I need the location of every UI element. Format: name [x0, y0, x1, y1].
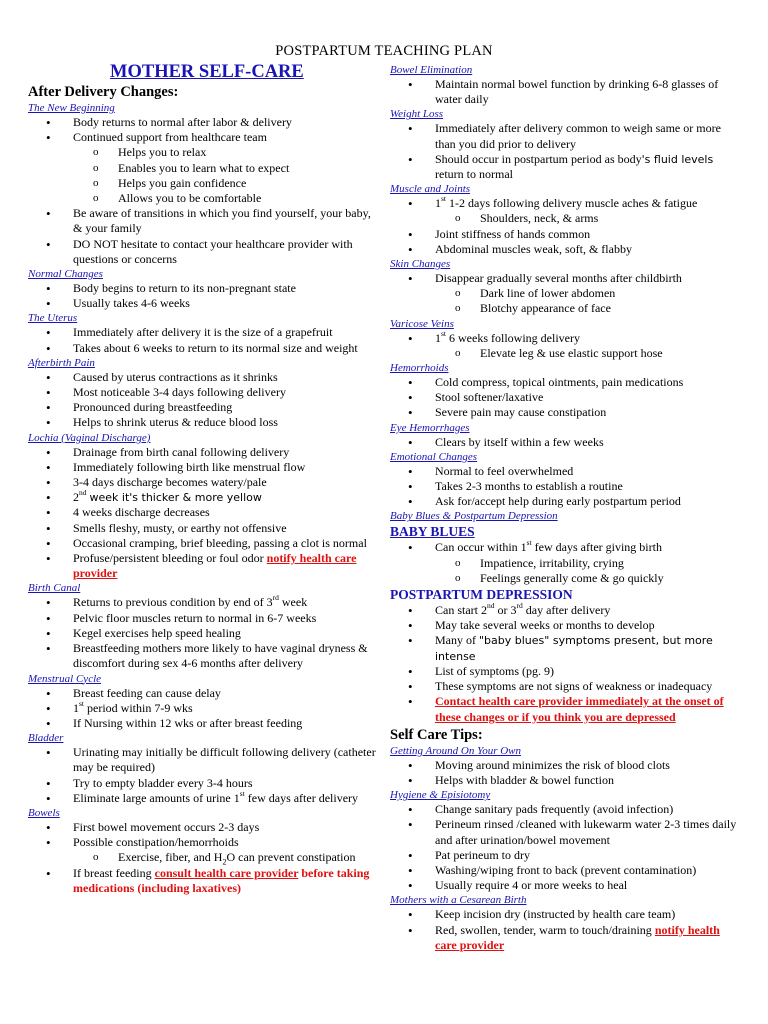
list-item: • Immediately after delivery common to weigh same or more than you did prior to delivery	[390, 121, 742, 151]
list-item: • Immediately after delivery it is the size of a grapefruit	[28, 325, 380, 340]
bowels-sublist	[28, 850, 380, 865]
bowels-title: Bowels	[28, 806, 60, 819]
skin-sublist	[390, 286, 742, 316]
baby-blues-heading: BABY BLUES	[390, 524, 475, 540]
support-sublist	[28, 145, 380, 206]
text: 1	[73, 700, 79, 715]
list-item: • Pat perineum to dry	[390, 848, 742, 863]
list-item	[28, 551, 380, 581]
list-item: • Helps with bladder & bowel function	[390, 773, 742, 788]
list-item: • First bowel movement occurs 2-3 days	[28, 820, 380, 835]
list-item	[28, 788, 380, 806]
list-item: • Try to empty bladder every 3-4 hours	[28, 776, 380, 791]
text: Red, swollen, tender, warm to touch/draining	[435, 922, 655, 937]
superscript: st	[79, 698, 85, 708]
left-column	[28, 84, 380, 896]
list-item: • Takes about 6 weeks to return to its normal size and weight	[28, 341, 380, 356]
list-item	[390, 328, 742, 346]
list-item: • Maintain normal bowel function by drinking 6-8 glasses of water daily	[390, 77, 742, 107]
text: Many of	[435, 633, 479, 648]
list-item: • Be aware of transitions in which you find yourself, your baby, & your family	[28, 206, 380, 236]
list-item: • Pelvic floor muscles return to normal in 6-7 weeks	[28, 611, 380, 626]
handwritten-text: "baby blues" symptoms present, but more intense	[435, 634, 713, 663]
sub-item: o Enables you to learn what to expect	[28, 161, 380, 176]
superscript: rd	[516, 601, 523, 611]
list-item: • List of symptoms (pg. 9)	[390, 664, 742, 679]
text: O can prevent constipation	[226, 850, 356, 865]
list-item	[390, 633, 742, 663]
sub-item: o Helps you gain confidence	[28, 176, 380, 191]
list-item	[390, 603, 742, 618]
list-item: • Cold compress, topical ointments, pain medications	[390, 375, 742, 390]
menstrual-list	[28, 686, 380, 732]
menstrual-title: Menstrual Cycle	[28, 672, 102, 685]
list-item: • If Nursing within 12 wks or after breast feeding	[28, 716, 380, 731]
text: return to normal	[435, 167, 513, 182]
text: few days after delivery	[244, 790, 359, 805]
afterbirth-title: Afterbirth Pain	[28, 356, 95, 369]
notify-provider-warning: notify health care provider	[73, 551, 357, 581]
list-item: • Body returns to normal after labor & delivery	[28, 115, 380, 130]
list-item: • Continued support from healthcare team	[28, 130, 380, 145]
notify-provider-warning: notify health care provider	[435, 922, 720, 952]
text: few days after giving birth	[531, 540, 662, 555]
list-item: • Most noticeable 3-4 days following delivery	[28, 385, 380, 400]
sub-item: o Helps you to relax	[28, 145, 380, 160]
list-item: • Normal to feel overwhelmed	[390, 464, 742, 479]
list-item: • Joint stiffness of hands common	[390, 227, 742, 242]
text: 1-2 days following delivery muscle aches & fatigue	[446, 196, 698, 211]
sub-item: o Feelings generally come & go quickly	[390, 571, 742, 586]
bladder-title: Bladder	[28, 732, 64, 745]
subscript: 2	[222, 857, 227, 867]
text: Should occur in postpartum period as body	[435, 151, 642, 166]
list-item	[390, 196, 742, 211]
list-item: • Caused by uterus contractions as it shrinks	[28, 370, 380, 385]
text: or 3	[494, 603, 517, 618]
list-item: • Helps to shrink uterus & reduce blood loss	[28, 415, 380, 430]
superscript: rd	[272, 593, 279, 603]
consult-provider-warning: consult health care provider	[154, 865, 299, 880]
list-item: • Moving around minimizes the risk of blood clots	[390, 758, 742, 773]
text: 2	[73, 490, 79, 505]
birth-canal-list	[28, 595, 380, 671]
list-item	[390, 540, 742, 555]
birth-canal-title: Birth Canal	[28, 582, 81, 595]
uterus-title: The Uterus	[28, 312, 78, 325]
list-item: • Smells fleshy, musty, or earthy not offensive	[28, 521, 380, 536]
text: If breast feeding	[73, 865, 155, 880]
hemorrhoids-list	[390, 375, 742, 421]
text: Returns to previous condition by end of 3	[73, 595, 273, 610]
list-item: • Drainage from birth canal following delivery	[28, 445, 380, 460]
muscle-joints-title: Muscle and Joints	[390, 183, 471, 196]
list-item: • Body begins to return to its non-pregnant state	[28, 281, 380, 296]
handwritten-text: 's fluid levels	[641, 152, 714, 166]
sub-item	[28, 850, 380, 865]
ppd-list	[390, 603, 742, 725]
eye-hemorrhages-title: Eye Hemorrhages	[390, 421, 470, 434]
skin-changes-title: Skin Changes	[390, 258, 451, 271]
new-beginning-title: The New Beginning	[28, 102, 115, 114]
list-item	[28, 698, 380, 716]
list-item: • Breast feeding can cause delay	[28, 686, 380, 701]
text: Exercise, fiber, and H	[118, 850, 223, 865]
list-item	[390, 152, 742, 182]
list-item	[28, 490, 380, 505]
getting-around-list	[390, 758, 742, 788]
normal-changes-list	[28, 281, 380, 311]
list-item: • 3-4 days discharge becomes watery/pale	[28, 475, 380, 490]
list-item: • Kegel exercises help speed healing	[28, 626, 380, 641]
text: 1	[435, 196, 441, 211]
emotional-list	[390, 464, 742, 510]
text: 6 weeks following delivery	[446, 330, 580, 345]
bowel-elimination-list	[390, 77, 742, 107]
superscript: st	[526, 538, 532, 548]
list-item: • Urinating may initially be difficult following delivery (catheter may be required)	[28, 745, 380, 775]
superscript: st	[441, 194, 447, 204]
list-item: • Immediately following birth like menstrual flow	[28, 460, 380, 475]
cesarean-list	[390, 907, 742, 953]
page-title: POSTPARTUM TEACHING PLAN	[275, 43, 493, 59]
contact-provider-warning: Contact health care provider immediately at the onset of these changes or if you think you are depressed	[435, 694, 724, 724]
list-item: • Stool softener/laxative	[390, 390, 742, 405]
varicose-list	[390, 328, 742, 346]
afterbirth-list	[28, 370, 380, 431]
superscript: nd	[487, 601, 495, 611]
sub-item: o Dark line of lower abdomen	[390, 286, 742, 301]
weight-loss-title: Weight Loss	[390, 108, 444, 121]
list-item: • Keep incision dry (instructed by health care team)	[390, 907, 742, 922]
bowel-elimination-title: Bowel Elimination	[390, 64, 473, 76]
list-item: • Pronounced during breastfeeding	[28, 400, 380, 415]
ppd-heading: POSTPARTUM DEPRESSION	[390, 587, 573, 603]
getting-around-title: Getting Around On Your Own	[390, 744, 522, 757]
skin-list	[390, 271, 742, 286]
muscle-list	[390, 196, 742, 211]
right-column	[390, 63, 742, 953]
text: period within 7-9 wks	[84, 700, 193, 715]
text: week	[278, 595, 308, 610]
after-delivery-heading: After Delivery Changes:	[28, 84, 179, 100]
eye-list	[390, 435, 742, 450]
text: day after delivery	[522, 603, 611, 618]
weight-loss-list	[390, 121, 742, 182]
list-item: • DO NOT hesitate to contact your healthcare provider with questions or concerns	[28, 237, 380, 267]
uterus-list	[28, 325, 380, 355]
list-item: • May take several weeks or months to develop	[390, 618, 742, 633]
cesarean-title: Mothers with a Cesarean Birth	[390, 894, 527, 907]
main-title: MOTHER SELF-CARE	[110, 62, 304, 82]
text: Profuse/persistent bleeding or foul odor	[73, 551, 264, 566]
list-item	[390, 923, 742, 953]
text: Can start 2	[435, 603, 487, 618]
list-item: • Washing/wiping front to back (prevent contamination)	[390, 863, 742, 878]
list-item: • Perineum rinsed /cleaned with lukewarm water 2-3 times daily and after urination/bowel movement	[390, 817, 742, 847]
superscript: nd	[79, 488, 87, 498]
list-item: • Breastfeeding mothers more likely to have vaginal dryness & discomfort during sex 4-6 months after delivery	[28, 641, 380, 671]
bladder-list	[28, 745, 380, 806]
baby-blues-section-title: Baby Blues & Postpartum Depression	[390, 510, 558, 523]
superscript: st	[441, 328, 447, 338]
list-item: • Takes 2-3 months to establish a routine	[390, 479, 742, 494]
list-item: • Possible constipation/hemorrhoids	[28, 835, 380, 850]
text: 1	[435, 330, 441, 345]
list-item: • 4 weeks discharge decreases	[28, 505, 380, 520]
list-item: • Usually takes 4-6 weeks	[28, 296, 380, 311]
baby-blues-list	[390, 540, 742, 555]
self-care-heading: Self Care Tips:	[390, 726, 483, 743]
list-item: • Occasional cramping, brief bleeding, passing a clot is normal	[28, 536, 380, 551]
baby-blues-sublist	[390, 556, 742, 586]
list-item: • These symptoms are not signs of weakness or inadequacy	[390, 679, 742, 694]
list-item: • Abdominal muscles weak, soft, & flabby	[390, 242, 742, 257]
lochia-title: Lochia (Vaginal Discharge)	[28, 431, 151, 444]
list-item: • Severe pain may cause constipation	[390, 405, 742, 420]
normal-changes-title: Normal Changes	[28, 268, 103, 281]
emotional-changes-title: Emotional Changes	[390, 450, 478, 463]
superscript: st	[239, 788, 245, 798]
list-item: • Change sanitary pads frequently (avoid infection)	[390, 802, 742, 817]
list-item: • Ask for/accept help during early postpartum period	[390, 494, 742, 509]
handwritten-text: week it's thicker & more yellow	[89, 491, 262, 505]
list-item: • Disappear gradually several months after childbirth	[390, 271, 742, 286]
varicose-title: Varicose Veins	[390, 317, 454, 330]
hygiene-list	[390, 802, 742, 893]
hemorrhoids-title: Hemorrhoids	[390, 362, 449, 375]
lochia-list	[28, 445, 380, 582]
varicose-sublist	[390, 346, 742, 361]
list-item: • Clears by itself within a few weeks	[390, 435, 742, 450]
hygiene-title: Hygiene & Episiotomy	[390, 789, 491, 802]
new-beginning-list	[28, 115, 380, 145]
bowels-list	[28, 820, 380, 850]
sub-item: o Impatience, irritability, crying	[390, 556, 742, 571]
list-item: • Usually require 4 or more weeks to heal	[390, 878, 742, 893]
muscle-list-2	[390, 227, 742, 257]
list-item	[390, 694, 742, 724]
sub-item: o Blotchy appearance of face	[390, 301, 742, 316]
new-beginning-list-2	[28, 206, 380, 267]
list-item	[28, 595, 380, 610]
text: Eliminate large amounts of urine 1	[73, 790, 240, 805]
sub-item: o Shoulders, neck, & arms	[390, 211, 742, 226]
sub-item: o Allows you to be comfortable	[28, 191, 380, 206]
medication-warning: before taking medications (including laxatives)	[73, 865, 370, 895]
sub-item: o Elevate leg & use elastic support hose	[390, 346, 742, 361]
muscle-sublist	[390, 211, 742, 226]
text: Can occur within 1	[435, 540, 527, 555]
list-item	[28, 866, 380, 896]
bowels-list-2	[28, 866, 380, 896]
